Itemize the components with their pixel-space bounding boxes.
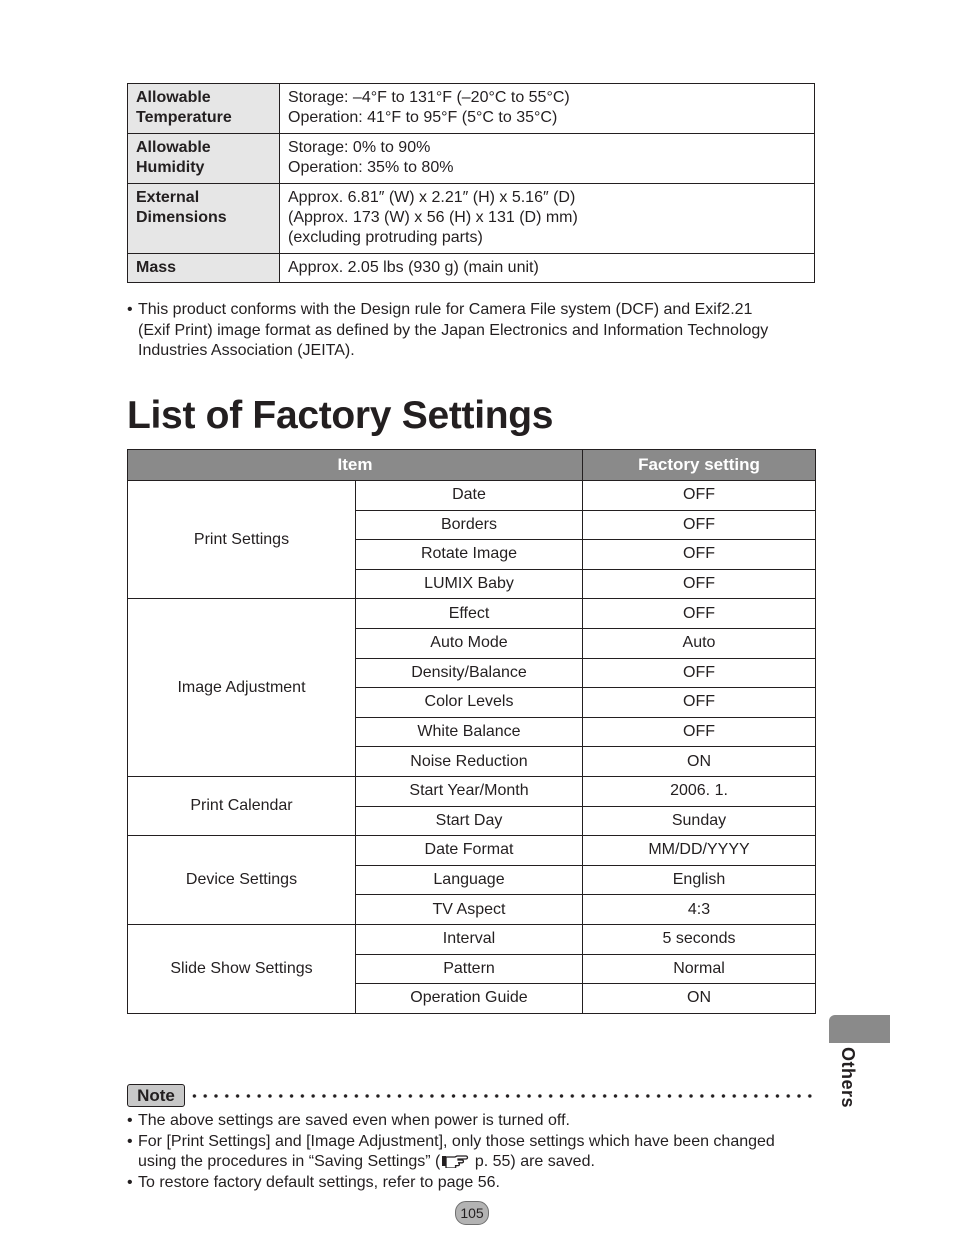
spec-value: Storage: –4°F to 131°F (–20°C to 55°C) Operation: 41°F to 95°F (5°C to 35°C)	[280, 84, 815, 134]
spec-row-mass	[128, 254, 815, 283]
factory-settings-table	[127, 449, 816, 1014]
spec-label: Allowable Humidity	[128, 134, 280, 184]
factory-value-cell: OFF	[583, 599, 816, 629]
spec-value: Storage: 0% to 90% Operation: 35% to 80%	[280, 134, 815, 184]
setting-item-cell: Color Levels	[356, 688, 583, 718]
factory-value-cell: 5 seconds	[583, 924, 816, 954]
pointing-hand-icon	[441, 1154, 469, 1168]
chapter-tab	[829, 1015, 890, 1043]
setting-group-cell: Print Settings	[128, 481, 356, 599]
setting-item-cell: Date	[356, 481, 583, 511]
setting-item-cell: White Balance	[356, 717, 583, 747]
setting-item-cell: Noise Reduction	[356, 747, 583, 777]
factory-value-cell: Normal	[583, 954, 816, 984]
factory-value-cell: OFF	[583, 510, 816, 540]
note-item: • The above settings are saved even when power is turned off.	[127, 1111, 817, 1132]
setting-item-cell: Start Year/Month	[356, 776, 583, 806]
setting-item-cell: Start Day	[356, 806, 583, 836]
factory-value-cell: English	[583, 865, 816, 895]
setting-item-cell: LUMIX Baby	[356, 569, 583, 599]
factory-value-cell: OFF	[583, 717, 816, 747]
setting-item-cell: Density/Balance	[356, 658, 583, 688]
factory-value-cell: Sunday	[583, 806, 816, 836]
note-item: • To restore factory default settings, refer to page 56.	[127, 1173, 817, 1194]
setting-item-cell: Date Format	[356, 836, 583, 866]
factory-value-cell: MM/DD/YYYY	[583, 836, 816, 866]
setting-item-cell: Interval	[356, 924, 583, 954]
page-number: 105	[455, 1201, 489, 1225]
factory-value-cell: OFF	[583, 481, 816, 511]
spec-label: Allowable Temperature	[128, 84, 280, 134]
note-badge: Note	[127, 1084, 185, 1107]
spec-label: External Dimensions	[128, 184, 280, 254]
chapter-label: Others	[838, 1047, 858, 1109]
spec-row-temperature	[128, 84, 815, 134]
setting-item-cell: Borders	[356, 510, 583, 540]
header-item: Item	[128, 450, 583, 481]
setting-item-cell: Pattern	[356, 954, 583, 984]
table-row	[128, 599, 816, 629]
factory-value-cell: ON	[583, 747, 816, 777]
setting-item-cell: Operation Guide	[356, 984, 583, 1014]
setting-item-cell: Effect	[356, 599, 583, 629]
table-row	[128, 481, 816, 511]
note-header	[127, 1084, 817, 1108]
factory-value-cell: ON	[583, 984, 816, 1014]
table-row	[128, 776, 816, 806]
setting-item-cell: TV Aspect	[356, 895, 583, 925]
factory-value-cell: OFF	[583, 658, 816, 688]
factory-value-cell: OFF	[583, 688, 816, 718]
spec-row-humidity	[128, 134, 815, 184]
setting-item-cell: Language	[356, 865, 583, 895]
table-row	[128, 836, 816, 866]
setting-item-cell: Rotate Image	[356, 540, 583, 570]
setting-group-cell: Slide Show Settings	[128, 924, 356, 1013]
spec-row-dimensions	[128, 184, 815, 254]
spec-label: Mass	[128, 254, 280, 283]
spec-value: Approx. 2.05 lbs (930 g) (main unit)	[280, 254, 815, 283]
factory-value-cell: OFF	[583, 540, 816, 570]
factory-table-body	[128, 481, 816, 1014]
specifications-table	[127, 83, 815, 283]
factory-value-cell: Auto	[583, 628, 816, 658]
bullet-item: • This product conforms with the Design rule for Camera File system (DCF) and Exif2.21 (Exif Print) image format as defined by the Japan Electronics and Information Technology Industries Association (JEITA).	[127, 300, 807, 362]
table-row	[128, 924, 816, 954]
dotted-divider	[189, 1094, 817, 1098]
note-list	[127, 1111, 817, 1193]
spec-value: Approx. 6.81″ (W) x 2.21″ (H) x 5.16″ (D) (Approx. 173 (W) x 56 (H) x 131 (D) mm) (excluding protruding parts)	[280, 184, 815, 254]
note-item: • For [Print Settings] and [Image Adjustment], only those settings which have been changed using the procedures in “Saving Settings” ( p. 55) are saved.	[127, 1132, 817, 1173]
header-factory-setting: Factory setting	[583, 450, 816, 481]
setting-group-cell: Device Settings	[128, 836, 356, 925]
setting-group-cell: Image Adjustment	[128, 599, 356, 777]
setting-group-cell: Print Calendar	[128, 776, 356, 835]
dcf-conformance-note	[127, 300, 807, 362]
table-header-row	[128, 450, 816, 481]
factory-value-cell: 4:3	[583, 895, 816, 925]
factory-value-cell: OFF	[583, 569, 816, 599]
factory-value-cell: 2006. 1.	[583, 776, 816, 806]
setting-item-cell: Auto Mode	[356, 628, 583, 658]
section-title: List of Factory Settings	[127, 394, 554, 437]
